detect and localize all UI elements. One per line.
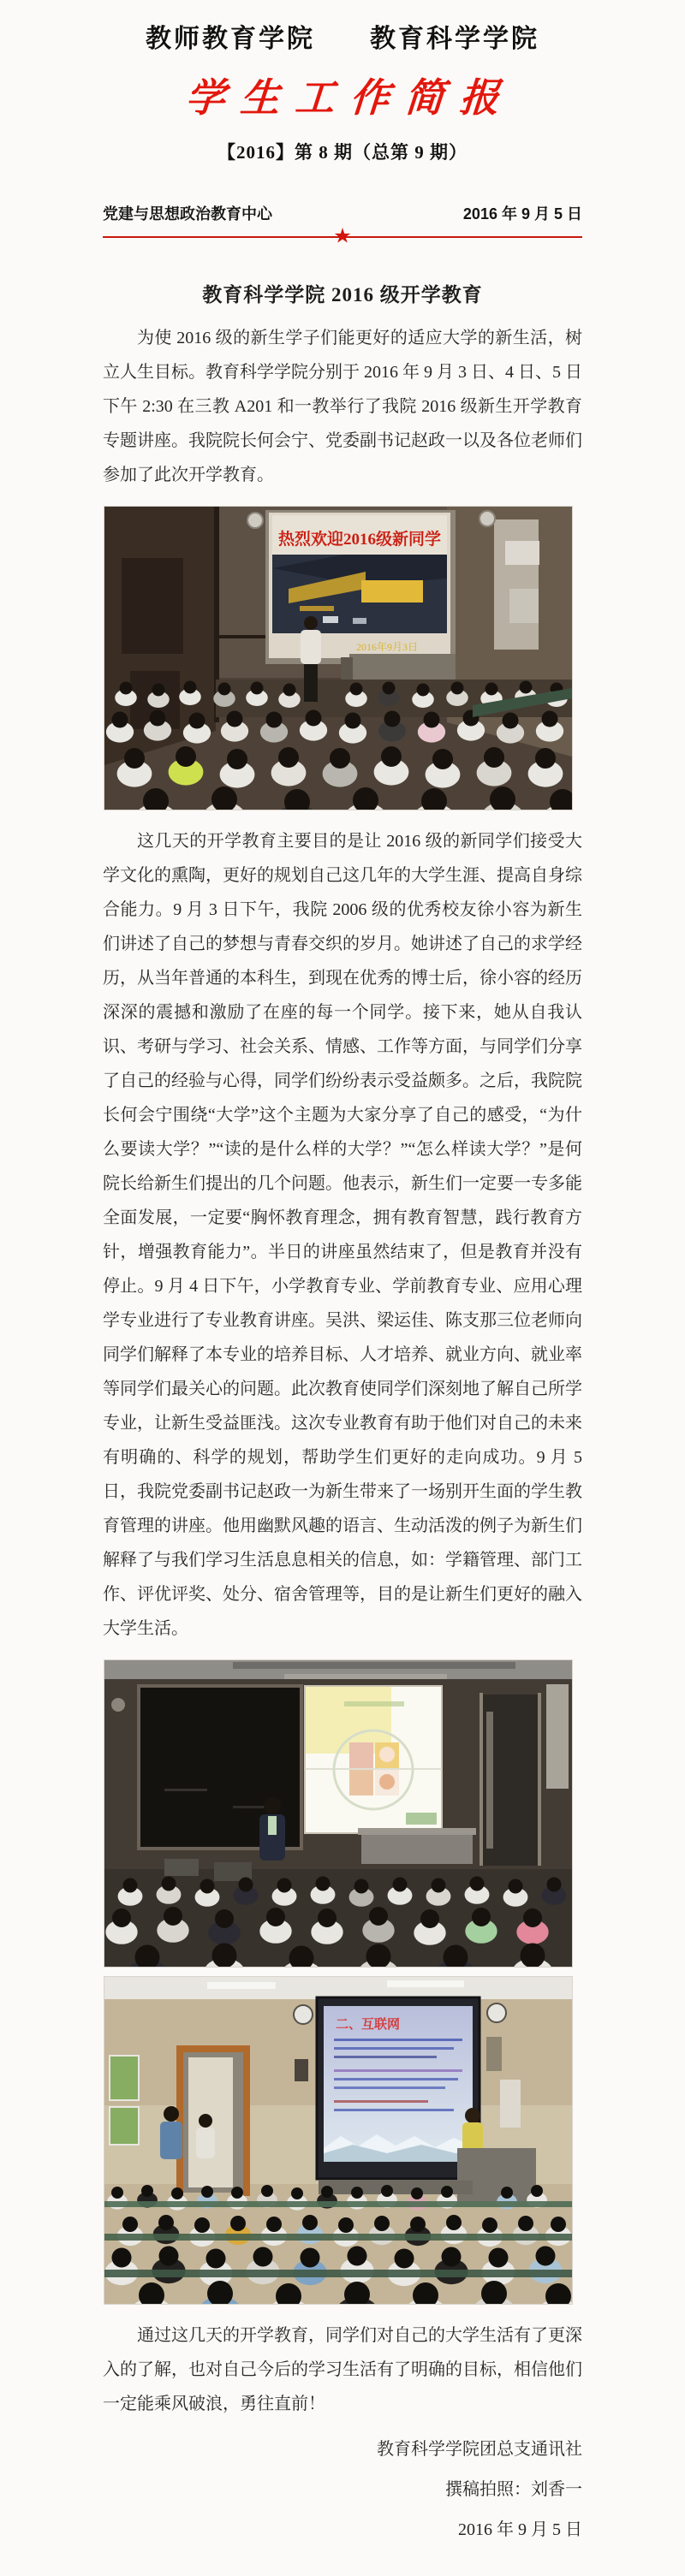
signoff-credit: 撰稿拍照：刘香一 xyxy=(445,2480,582,2499)
wall-speaker xyxy=(295,2059,308,2081)
notice-board xyxy=(110,2056,139,2100)
issue-date: 2016 年 9 月 5 日 xyxy=(462,205,582,223)
paragraph-intro: 为使 2016 级的新生学子们能更好的适应大学的新生活，树立人生目标。教育科学学院分别于 2016 年 9 月 3 日、4 日、5 日下午 2:30 在三教 A201 和一教举行了我院 2016 级新生开学教育专题讲座。我院院长何会宁、党委副书记赵政一以及各位老师们参加了此次开学教育。 xyxy=(103,329,582,484)
slide-heading: 二、互联网 xyxy=(336,2018,401,2032)
radiator xyxy=(546,1684,569,1789)
issue-info: 【2016】第 8 期（总第 9 期） xyxy=(217,142,468,163)
screen-date-text: 2016年9月3日 xyxy=(355,641,419,653)
projection-screen xyxy=(317,1997,480,2179)
green-desk xyxy=(104,2270,572,2277)
teacher-desk xyxy=(349,654,456,680)
issuing-center: 党建与思想政治教育中心 xyxy=(103,205,272,223)
photo-major-education-lecture xyxy=(104,1659,582,1968)
signoff-organization: 教育科学学院团总支通讯社 xyxy=(377,2440,582,2459)
console-desk xyxy=(361,1835,473,1864)
green-desk xyxy=(104,2201,572,2207)
standing-figure xyxy=(196,2114,215,2158)
clock-icon xyxy=(247,513,263,528)
door xyxy=(480,1693,541,1866)
bulletin-title: 学生工作简报 xyxy=(183,76,516,120)
signoff-date: 2016 年 9 月 5 日 xyxy=(458,2520,582,2539)
screen-welcome-banner: 热烈欢迎2016级新同学 xyxy=(277,531,442,549)
paragraph-main: 这几天的开学教育主要目的是让 2016 级的新同学们接受大学文化的熏陶，更好的规划自己这几年的大学生涯、提高自身综合能力。9 月 3 日下午，我院 2006 级的优秀校友徐小容为新生们讲述了自己的梦想与青春交织的岁月。她讲述了自己的求学经历，从当年普通的本科生，到现在优秀的博士后，徐小容的经历深深的震撼和激励了在座的每一个同学。接下来，她从自我认识、考研与学习、社会关系、情感、工作等方面，与同学们分享了自己的经验与心得，同学们纷纷表示受益颇多。之后，我院院长何会宁围绕“大学”这个主题为大家分享了自己的感受，“为什么要读大学？”“读的是什么样的大学？”“怎么样读大学？”是何院长给新生们提出的几个问题。他表示，新生们一定要一专多能全面发展，一定要“胸怀教育理念，拥有教育智慧，践行教育方针，增强教育能力”。半日的讲座虽然结束了，但是教育并没有停止。9 月 4 日下午，小学教育专业、学前教育专业、应用心理学专业进行了专业教育讲座。吴洪、梁运佳、陈支那三位老师向同学们解释了本专业的培养目标、人才培养、就业方向、就业率等同学们最关心的问题。此次教育使同学们深刻地了解自己所学专业，让新生受益匪浅。这次专业教育有助于他们对自己的未来有明确的、科学的规划，帮助学生们更好的走向成功。9 月 5 日，我院党委副书记赵政一为新生带来了一场别开生面的学生教育管理的讲座。他用幽默风趣的语言、生动活泼的例子为新生们解释了与我们学习生活息息相关的信息，如：学籍管理、部门工作、评优评奖、处分、宿舍管理等，目的是让新生们更好的融入大学生活。 xyxy=(103,832,582,1638)
wall-panel xyxy=(500,2080,521,2128)
red-divider-rule xyxy=(103,225,582,248)
issue-meta-row xyxy=(103,202,582,224)
college-names xyxy=(103,17,582,55)
ceiling xyxy=(104,1977,572,1999)
photo-student-management-lecture xyxy=(104,1976,582,2305)
college-left: 教师教育学院 xyxy=(146,25,315,53)
clock-icon xyxy=(487,2003,506,2022)
projection-screen xyxy=(305,1686,442,1833)
signoff-block xyxy=(103,2430,582,2550)
paragraph-conclusion: 通过这几天的开学教育，同学们对自己的大学生活有了更深入的了解，也对自己今后的学习生活有了明确的目标，相信他们一定能乘风破浪，勇往直前！ xyxy=(103,2326,582,2413)
green-desk xyxy=(104,2234,572,2241)
notice-board xyxy=(110,2107,139,2145)
clock-icon xyxy=(294,2005,313,2024)
college-right: 教育科学学院 xyxy=(370,25,539,53)
clock-icon xyxy=(111,1698,125,1712)
star-icon: ★ xyxy=(333,225,352,248)
wall-panel xyxy=(494,519,539,650)
article xyxy=(103,279,582,2550)
masthead xyxy=(103,17,582,248)
projector-rail xyxy=(233,1662,515,1669)
photo-opening-lecture xyxy=(104,506,582,810)
door xyxy=(176,2045,250,2196)
clock-icon xyxy=(480,511,495,526)
article-title: 教育科学学院 2016 级开学教育 xyxy=(202,284,483,306)
speaker-figure xyxy=(462,2108,483,2153)
